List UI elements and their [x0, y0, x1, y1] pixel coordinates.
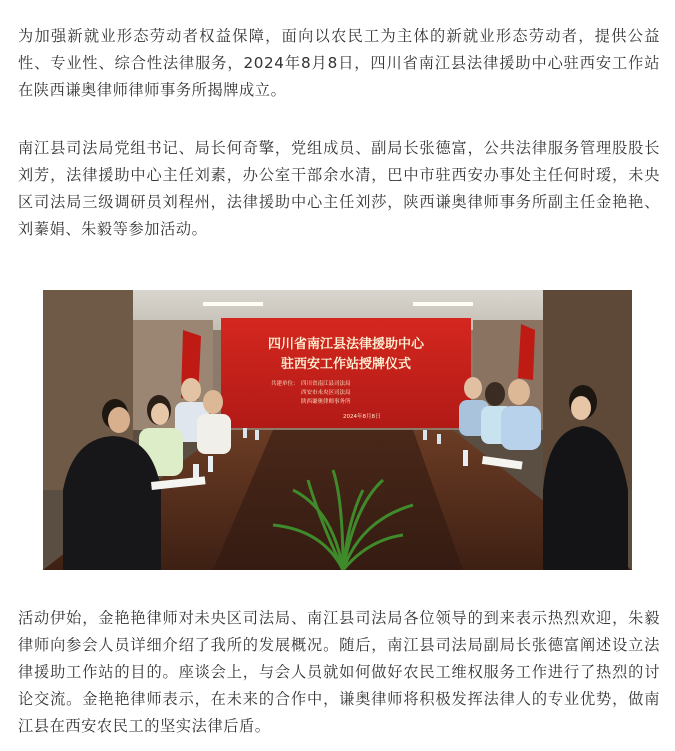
screen-organizer-2: 西安市未央区司法局 [301, 390, 351, 396]
screen-title-line-2: 驻西安工作站授牌仪式 [280, 357, 412, 372]
activity-paragraph: 活动伊始，金艳艳律师对未央区司法局、南江县司法局各位领导的到来表示热烈欢迎，朱毅律师向参会人员详细介绍了我所的发展概况。随后，南江县司法局副局长张德富阐述设立法律援助工作站的目的。座谈会上，与会人员就如何做好农民工维权服务工作进行了热烈的讨论交流。金艳艳律师表示，在未来的合作中，谦奥律师将积极发挥法律人的专业优势，做南江县在西安农民工的坚实法律后盾。 [18, 609, 660, 735]
screen-organizers-label: 共建单位： [271, 381, 299, 387]
screen-organizer-1: 四川省南江县司法局 [301, 381, 351, 387]
screen-title-line-1: 四川省南江县法律援助中心 [267, 337, 425, 352]
attendees-paragraph: 南江县司法局党组书记、局长何奇擎，党组成员、副局长张德富，公共法律服务管理股股长刘芳，法律援助中心主任刘素，办公室干部余水清，巴中市驻西安办事处主任何时瑷，未央区司法局三级调研员刘程州，法律援助中心主任刘莎，陕西谦奥律师事务所副主任金艳艳、刘蓁娟、朱毅等参加活动。 [18, 139, 660, 238]
screen-organizer-3: 陕西谦奥律师事务所 [301, 399, 351, 405]
screen-date: 2024年8月8日 [343, 414, 381, 420]
flag-right [518, 324, 535, 380]
event-photo [43, 290, 632, 570]
intro-paragraph: 为加强新就业形态劳动者权益保障，面向以农民工为主体的新就业形态劳动者，提供公益性、专业性、综合性法律服务，2024年8月8日，四川省南江县法律援助中心驻西安工作站在陕西谦奥律师律师事务所揭牌成立。 [18, 27, 660, 99]
presentation-screen [221, 318, 471, 428]
